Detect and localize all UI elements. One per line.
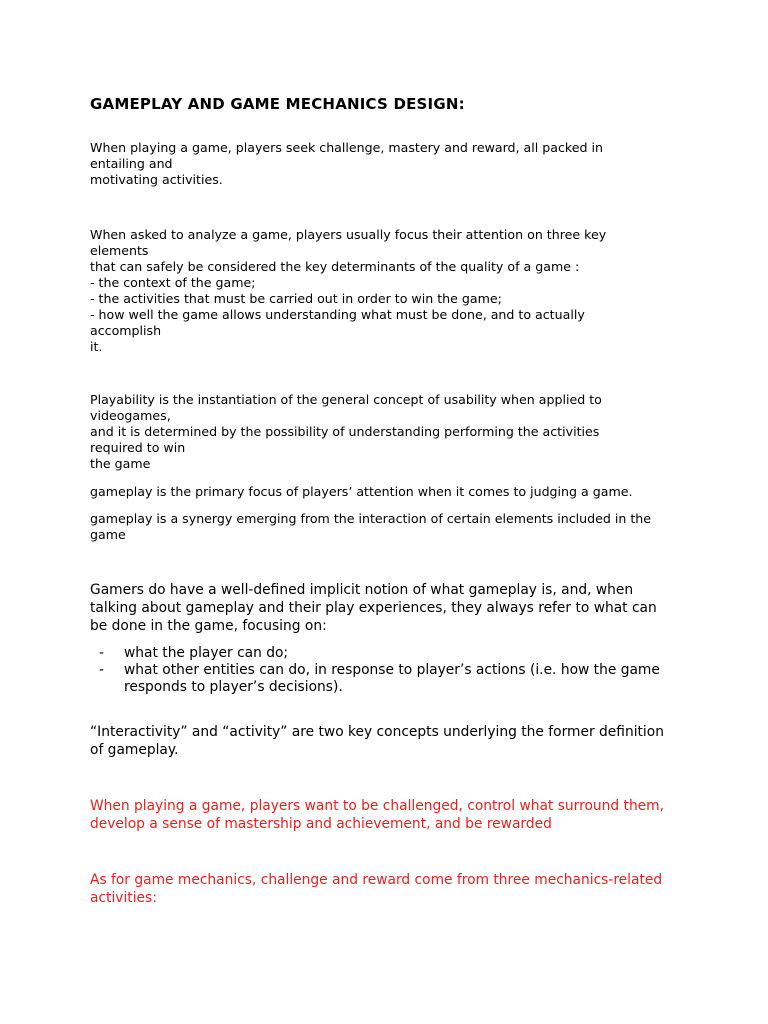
paragraph-line: gameplay is the primary focus of players’ attention when it comes to judging a game.	[90, 484, 633, 499]
bullet-marker: -	[99, 645, 104, 661]
paragraph-line: Playability is the instantiation of the general concept of usability when applied to	[90, 392, 602, 407]
highlight-paragraph-challenge	[90, 797, 690, 833]
paragraph-line: and it is determined by the possibility of understanding performing the activities	[90, 424, 600, 439]
list-item	[90, 662, 690, 696]
paragraph-line: motivating activities.	[90, 172, 223, 187]
paragraph-key-elements	[90, 227, 690, 355]
paragraph-line: When playing a game, players want to be challenged, control what surround them,	[90, 798, 664, 814]
bullet-list	[90, 645, 690, 696]
paragraph-gamers	[90, 581, 690, 635]
paragraph-line: talking about gameplay and their play experiences, they always refer to what can	[90, 600, 657, 616]
paragraph-line: activities:	[90, 890, 157, 906]
paragraph-line: that can safely be considered the key determinants of the quality of a game :	[90, 259, 580, 274]
paragraph-line: game	[90, 527, 126, 542]
paragraph-line: elements	[90, 243, 149, 258]
paragraph-line: the game	[90, 456, 151, 471]
paragraph-line: Gamers do have a well-defined implicit notion of what gameplay is, and, when	[90, 582, 634, 598]
paragraph-line: - the activities that must be carried out in order to win the game;	[90, 291, 502, 306]
paragraph-line: required to win	[90, 440, 186, 455]
paragraph-line: - how well the game allows understanding what must be done, and to actually	[90, 307, 585, 322]
paragraph-line: of gameplay.	[90, 742, 179, 758]
paragraph-line: entailing and	[90, 156, 173, 171]
bullet-marker: -	[99, 662, 104, 678]
highlight-paragraph-mechanics	[90, 871, 690, 907]
list-item-text: what the player can do;	[124, 645, 289, 661]
paragraph-line: gameplay is a synergy emerging from the interaction of certain elements included in the	[90, 511, 652, 526]
paragraph-line: be done in the game, focusing on:	[90, 618, 327, 634]
paragraph-line: - the context of the game;	[90, 275, 256, 290]
paragraph-playability	[90, 392, 690, 472]
paragraph-line: When asked to analyze a game, players usually focus their attention on three key	[90, 227, 607, 242]
document-title: GAMEPLAY AND GAME MECHANICS DESIGN:	[90, 95, 465, 113]
list-item	[90, 645, 690, 662]
paragraph-line: “Interactivity” and “activity” are two key concepts underlying the former definition	[90, 724, 664, 740]
paragraph-line: As for game mechanics, challenge and reward come from three mechanics-related	[90, 872, 663, 888]
paragraph-line: accomplish	[90, 323, 162, 338]
paragraph-line: videogames,	[90, 408, 171, 423]
paragraph-gameplay-focus	[90, 484, 690, 500]
list-item-text: what other entities can do, in response to player’s actions (i.e. how the game	[124, 662, 660, 678]
list-item-text: responds to player’s decisions).	[124, 679, 343, 695]
paragraph-interactivity	[90, 723, 690, 759]
paragraph-line: When playing a game, players seek challenge, mastery and reward, all packed in	[90, 140, 603, 155]
paragraph-gameplay-synergy	[90, 511, 690, 543]
paragraph-intro	[90, 140, 690, 188]
paragraph-line: it.	[90, 339, 103, 354]
paragraph-line: develop a sense of mastership and achievement, and be rewarded	[90, 816, 552, 832]
